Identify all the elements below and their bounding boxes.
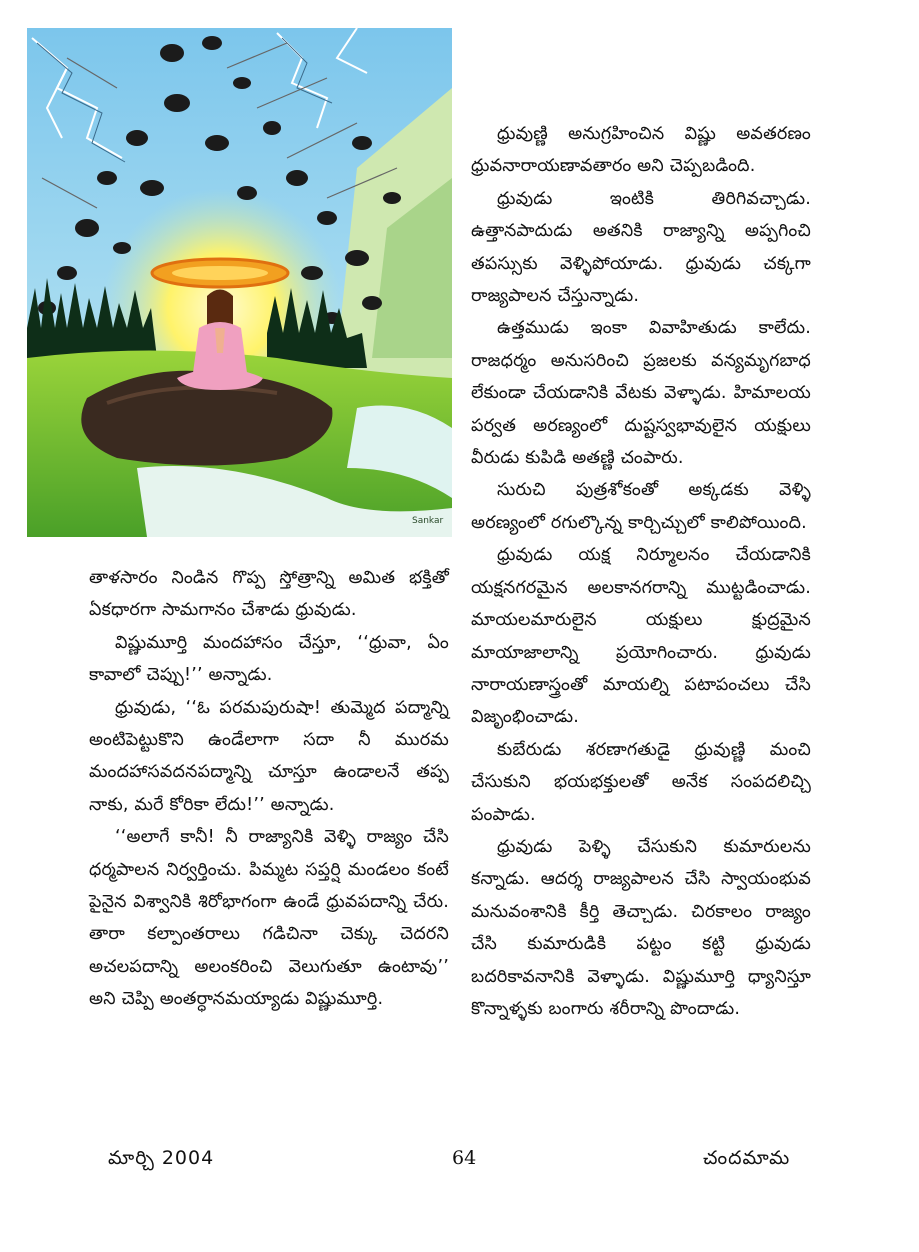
left-text-column	[89, 562, 455, 1016]
paragraph: ధ్రువుడు, ‘‘ఓ పరమపురుషా! తుమ్మెద పద్మాన్ని అంటిపెట్టుకొని ఉండేలాగా సదా నీ మురమ మందహాసవదనపద్మాన్ని చూస్తూ ఉండాలనే తప్ప నాకు, మరే కోరికా లేదు!’’ అన్నాడు.	[89, 697, 455, 815]
paragraph: ‘‘అలాగే కానీ! నీ రాజ్యానికి వెళ్ళి రాజ్యం చేసి ధర్మపాలన నిర్వర్తించు. పిమ్మట సప్తర్షి మండలం కంటే పైనైన విశ్వానికి శిరోభాగంగా ఉండే ధ్రువపదాన్ని చేరు. తారా కల్పాంతరాలు గడిచినా చెక్కు చెదరని అచలపదాన్ని అలంకరించి వెలుగుతూ ఉంటావు’’ అని చెప్పి అంతర్ధానమయ్యాడు విష్ణుమూర్తి.	[89, 827, 455, 1010]
page-number: 64	[452, 1147, 477, 1169]
footer-date: మార్చి 2004	[108, 1147, 215, 1169]
paragraph: ధ్రువుడు పెళ్ళి చేసుకుని కుమారులను కన్నాడు. ఆదర్శ రాజ్యపాలన చేసి స్వాయంభువ మనువంశానికి కీర్తి తెచ్చాడు. చిరకాలం రాజ్యం చేసి కుమారుడికి పట్టం కట్టి ధ్రువుడు బదరికావనానికి వెళ్ళాడు. విష్ణుమూర్తి ధ్యానిస్తూ కొన్నాళ్ళకు బంగారు శరీరాన్ని పొందాడు.	[471, 836, 817, 1019]
meditating-sage-icon	[27, 28, 452, 537]
paragraph: విష్ణుమూర్తి మందహాసం చేస్తూ, ‘‘ధ్రువా, ఏం కావాలో చెప్పు!’’ అన్నాడు.	[89, 632, 455, 686]
paragraph: ధ్రువుడు యక్ష నిర్మూలనం చేయడానికి యక్షనగరమైన అలకానగరాన్ని ముట్టడించాడు. మాయలమారులైన యక్షులు క్షుద్రమైన మాయాజాలాన్ని ప్రయోగించారు. ధ్రువుడు నారాయణాస్త్రంతో మాయల్ని పటాపంచలు చేసి విజృంభించాడు.	[471, 545, 817, 728]
paragraph: సురుచి పుత్రశోకంతో అక్కడకు వెళ్ళి అరణ్యంలో రగుల్కొన్న కార్చిచ్చులో కాలిపోయింది.	[471, 480, 817, 533]
paragraph: తాళసారం నిండిన గొప్ప స్తోత్రాన్ని అమిత భక్తితో ఏకధారగా సామగానం చేశాడు ధ్రువుడు.	[89, 568, 455, 621]
paragraph: కుబేరుడు శరణాగతుడై ధ్రువుణ్ణి మంచి చేసుకుని భయభక్తులతో అనేక సంపదలిచ్చి పంపాడు.	[471, 739, 817, 825]
illustrator-signature: Sankar	[412, 516, 444, 526]
paragraph: ఉత్తముడు ఇంకా వివాహితుడు కాలేదు. రాజధర్మం అనుసరించి ప్రజలకు వన్యమృగబాధ లేకుండా చేయడానికి వేటకు వెళ్ళాడు. హిమాలయ పర్వత అరణ్యంలో దుష్టస్వభావులైన యక్షులు వీరుడు కుపిడి అతణ్ణి చంపారు.	[471, 318, 817, 469]
story-illustration	[27, 28, 452, 537]
paragraph: ధ్రువుణ్ణి అనుగ్రహించిన విష్ణు అవతరణం ధ్రువనారాయణావతారం అని చెప్పబడింది.	[471, 124, 817, 177]
magazine-name: చందమామ	[703, 1147, 791, 1169]
paragraph: ధ్రువుడు ఇంటికి తిరిగివచ్చాడు. ఉత్తానపాదుడు అతనికి రాజ్యాన్ని అప్పగించి తపస్సుకు వెళ్ళిపోయాడు. ధ్రువుడు చక్కగా రాజ్యపాలన చేస్తున్నాడు.	[471, 188, 817, 307]
right-text-column	[471, 118, 817, 1025]
